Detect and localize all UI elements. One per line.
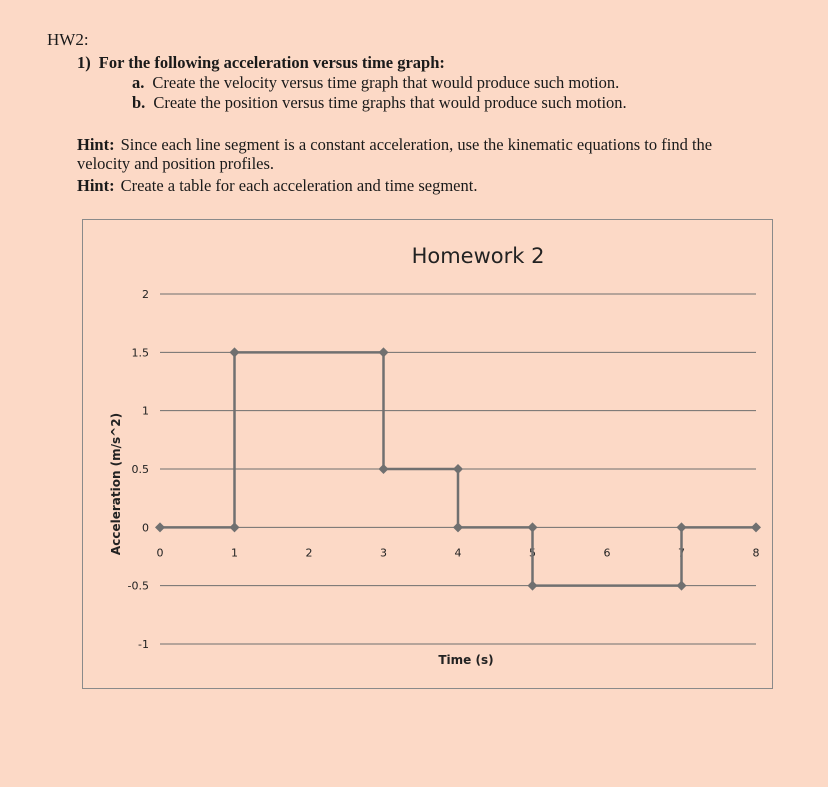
part-b-letter: b. [132, 93, 146, 112]
x-tick-label: 1 [231, 546, 238, 560]
data-point-marker [230, 522, 240, 532]
homework-title: HW2: [47, 30, 89, 49]
data-point-marker [453, 522, 463, 532]
hint-1-label: Hint: [77, 135, 115, 154]
data-point-marker [528, 522, 538, 532]
data-point-marker [751, 522, 761, 532]
data-point-marker [230, 347, 240, 357]
question-1 [77, 53, 445, 73]
data-point-marker [677, 522, 687, 532]
x-tick-label: 5 [529, 546, 536, 560]
x-axis-label: Time (s) [438, 653, 494, 667]
question-text: For the following acceleration versus time graph: [98, 53, 445, 72]
question-part-a [132, 73, 619, 93]
hint-2 [77, 176, 477, 196]
y-tick-label: 1.5 [131, 346, 149, 360]
x-tick-label: 8 [752, 546, 760, 560]
chart-canvas [83, 220, 772, 688]
x-tick-label: 0 [156, 546, 164, 560]
data-point-marker [677, 581, 687, 591]
data-point-marker [528, 581, 538, 591]
part-a-letter: a. [132, 73, 145, 92]
y-tick-label: -0.5 [127, 579, 149, 593]
y-axis-label: Acceleration (m/s^2) [109, 412, 123, 556]
acceleration-chart [82, 219, 773, 689]
x-tick-label: 4 [454, 546, 462, 560]
y-tick-label: -1 [138, 638, 149, 651]
y-tick-label: 0 [142, 521, 149, 535]
question-number: 1) [77, 53, 91, 72]
y-tick-label: 1 [142, 404, 149, 418]
x-tick-label: 3 [380, 546, 387, 560]
data-point-marker [453, 464, 463, 474]
question-part-b [132, 93, 627, 113]
hint-1-text: Since each line segment is a constant acceleration, use the kinematic equations to find the velocity and position profiles. [77, 135, 713, 173]
hint-1 [77, 135, 767, 173]
y-tick-label: 0.5 [131, 463, 149, 476]
x-tick-label: 2 [305, 546, 313, 560]
data-point-marker [379, 347, 389, 357]
x-tick-label: 6 [603, 546, 611, 560]
part-b-text: Create the position versus time graphs that would produce such motion. [153, 93, 627, 112]
x-tick-label: 7 [678, 546, 685, 560]
chart-title: Homework 2 [411, 244, 545, 268]
y-tick-label: 2 [142, 288, 149, 301]
data-point-marker [155, 522, 165, 532]
part-a-text: Create the velocity versus time graph that would produce such motion. [152, 73, 620, 92]
hint-2-text: Create a table for each acceleration and time segment. [120, 176, 478, 195]
data-point-marker [379, 464, 389, 474]
hint-2-label: Hint: [77, 176, 115, 195]
